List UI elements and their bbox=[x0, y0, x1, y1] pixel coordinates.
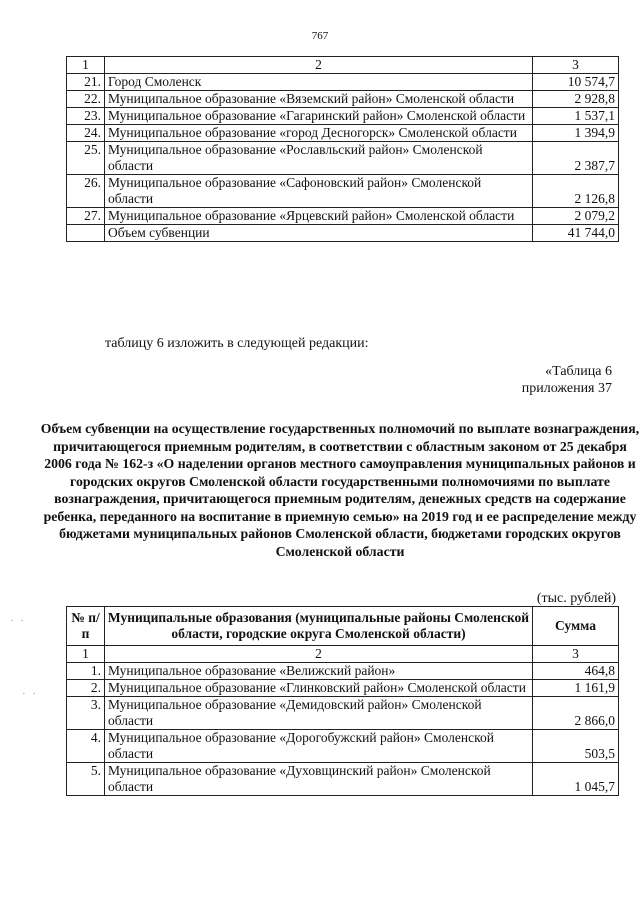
subvention-amount: 1 537,1 bbox=[533, 108, 619, 125]
table-row bbox=[67, 663, 619, 680]
subvention-amount: 464,8 bbox=[533, 663, 619, 680]
bottom-table-header-row bbox=[67, 607, 619, 646]
table-row bbox=[67, 175, 619, 208]
index-cell-2: 2 bbox=[105, 646, 533, 663]
row-number: 24. bbox=[67, 125, 105, 142]
municipality-name: Муниципальное образование «Духовщинский район» Смоленской области bbox=[105, 763, 533, 796]
column-header-municipality: Муниципальные образования (муниципальные районы Смоленской области, городские округа Смоленской области) bbox=[105, 607, 533, 646]
municipality-name: Муниципальное образование «Сафоновский район» Смоленской области bbox=[105, 175, 533, 208]
index-cell-3: 3 bbox=[533, 646, 619, 663]
table-row bbox=[67, 763, 619, 796]
municipality-name: Муниципальное образование «город Десногорск» Смоленской области bbox=[105, 125, 533, 142]
row-number: 21. bbox=[67, 74, 105, 91]
municipality-name: Муниципальное образование «Гагаринский район» Смоленской области bbox=[105, 108, 533, 125]
page-number: 767 bbox=[311, 30, 329, 42]
subvention-amount: 1 394,9 bbox=[533, 125, 619, 142]
intro-text: таблицу 6 изложить в следующей редакции: bbox=[105, 336, 369, 351]
row-number: 27. bbox=[67, 208, 105, 225]
municipality-name: Муниципальное образование «Дорогобужский район» Смоленской области bbox=[105, 730, 533, 763]
column-header-sum: Сумма bbox=[533, 607, 619, 646]
index-cell-2: 2 bbox=[105, 57, 533, 74]
total-label: Объем субвенции bbox=[105, 225, 533, 242]
municipality-name: Муниципальное образование «Вяземский район» Смоленской области bbox=[105, 91, 533, 108]
row-number: 1. bbox=[67, 663, 105, 680]
column-header-number: № п/п bbox=[67, 607, 105, 646]
row-number: 22. bbox=[67, 91, 105, 108]
municipality-name: Город Смоленск bbox=[105, 74, 533, 91]
subvention-amount: 2 387,7 bbox=[533, 142, 619, 175]
subvention-amount: 1 045,7 bbox=[533, 763, 619, 796]
row-number: 3. bbox=[67, 697, 105, 730]
bottom-table-body bbox=[67, 646, 619, 796]
table-row bbox=[67, 142, 619, 175]
top-table-body bbox=[67, 57, 619, 242]
subvention-table-bottom bbox=[66, 606, 619, 796]
subvention-amount: 2 079,2 bbox=[533, 208, 619, 225]
top-table-index-row bbox=[67, 57, 619, 74]
scan-mark: · · bbox=[10, 615, 27, 627]
index-cell-1: 1 bbox=[67, 646, 105, 663]
row-number: 5. bbox=[67, 763, 105, 796]
table-row bbox=[67, 697, 619, 730]
table-row bbox=[67, 680, 619, 697]
row-number: 4. bbox=[67, 730, 105, 763]
subvention-amount: 2 126,8 bbox=[533, 175, 619, 208]
table-caption bbox=[522, 363, 612, 397]
index-cell-1: 1 bbox=[67, 57, 105, 74]
table-row bbox=[67, 730, 619, 763]
table-heading: Объем субвенции на осуществление государственных полномочий по выплате вознаграждения, причитающегося приемным родителям, в соответствии с областным законом от 25 декабря 2006 года № 162-з «О наделении органов местного самоуправления муниципальных районов и городских округов Смоленской области государственными полномочиями по выплате вознаграждения, причитающегося приемным родителям, денежных средств на содержание ребенка, переданного на воспитание в приемную семью» на 2019 год и ее распределение между бюджетами муниципальных районов Смоленской области, бюджетами городских округов Смоленской области bbox=[40, 421, 640, 559]
subvention-table-top bbox=[66, 56, 619, 242]
subvention-amount: 2 928,8 bbox=[533, 91, 619, 108]
subvention-amount: 2 866,0 bbox=[533, 697, 619, 730]
municipality-name: Муниципальное образование «Ярцевский район» Смоленской области bbox=[105, 208, 533, 225]
table-row bbox=[67, 208, 619, 225]
units-label: (тыс. рублей) bbox=[536, 591, 616, 606]
table-row bbox=[67, 125, 619, 142]
table-caption-line-2: приложения 37 bbox=[521, 381, 612, 396]
subvention-amount: 503,5 bbox=[533, 730, 619, 763]
table-caption-line-1: «Таблица 6 bbox=[545, 364, 612, 379]
total-row bbox=[67, 225, 619, 242]
subvention-amount: 10 574,7 bbox=[533, 74, 619, 91]
subvention-amount: 1 161,9 bbox=[533, 680, 619, 697]
scan-mark: · · bbox=[22, 688, 39, 700]
municipality-name: Муниципальное образование «Рославльский район» Смоленской области bbox=[105, 142, 533, 175]
bottom-table-index-row bbox=[67, 646, 619, 663]
table-row bbox=[67, 91, 619, 108]
total-number-cell bbox=[67, 225, 105, 242]
municipality-name: Муниципальное образование «Глинковский район» Смоленской области bbox=[105, 680, 533, 697]
table-row bbox=[67, 74, 619, 91]
municipality-name: Муниципальное образование «Велижский район» bbox=[105, 663, 533, 680]
municipality-name: Муниципальное образование «Демидовский район» Смоленской области bbox=[105, 697, 533, 730]
row-number: 2. bbox=[67, 680, 105, 697]
row-number: 25. bbox=[67, 142, 105, 175]
total-amount: 41 744,0 bbox=[533, 225, 619, 242]
row-number: 23. bbox=[67, 108, 105, 125]
index-cell-3: 3 bbox=[533, 57, 619, 74]
row-number: 26. bbox=[67, 175, 105, 208]
table-row bbox=[67, 108, 619, 125]
